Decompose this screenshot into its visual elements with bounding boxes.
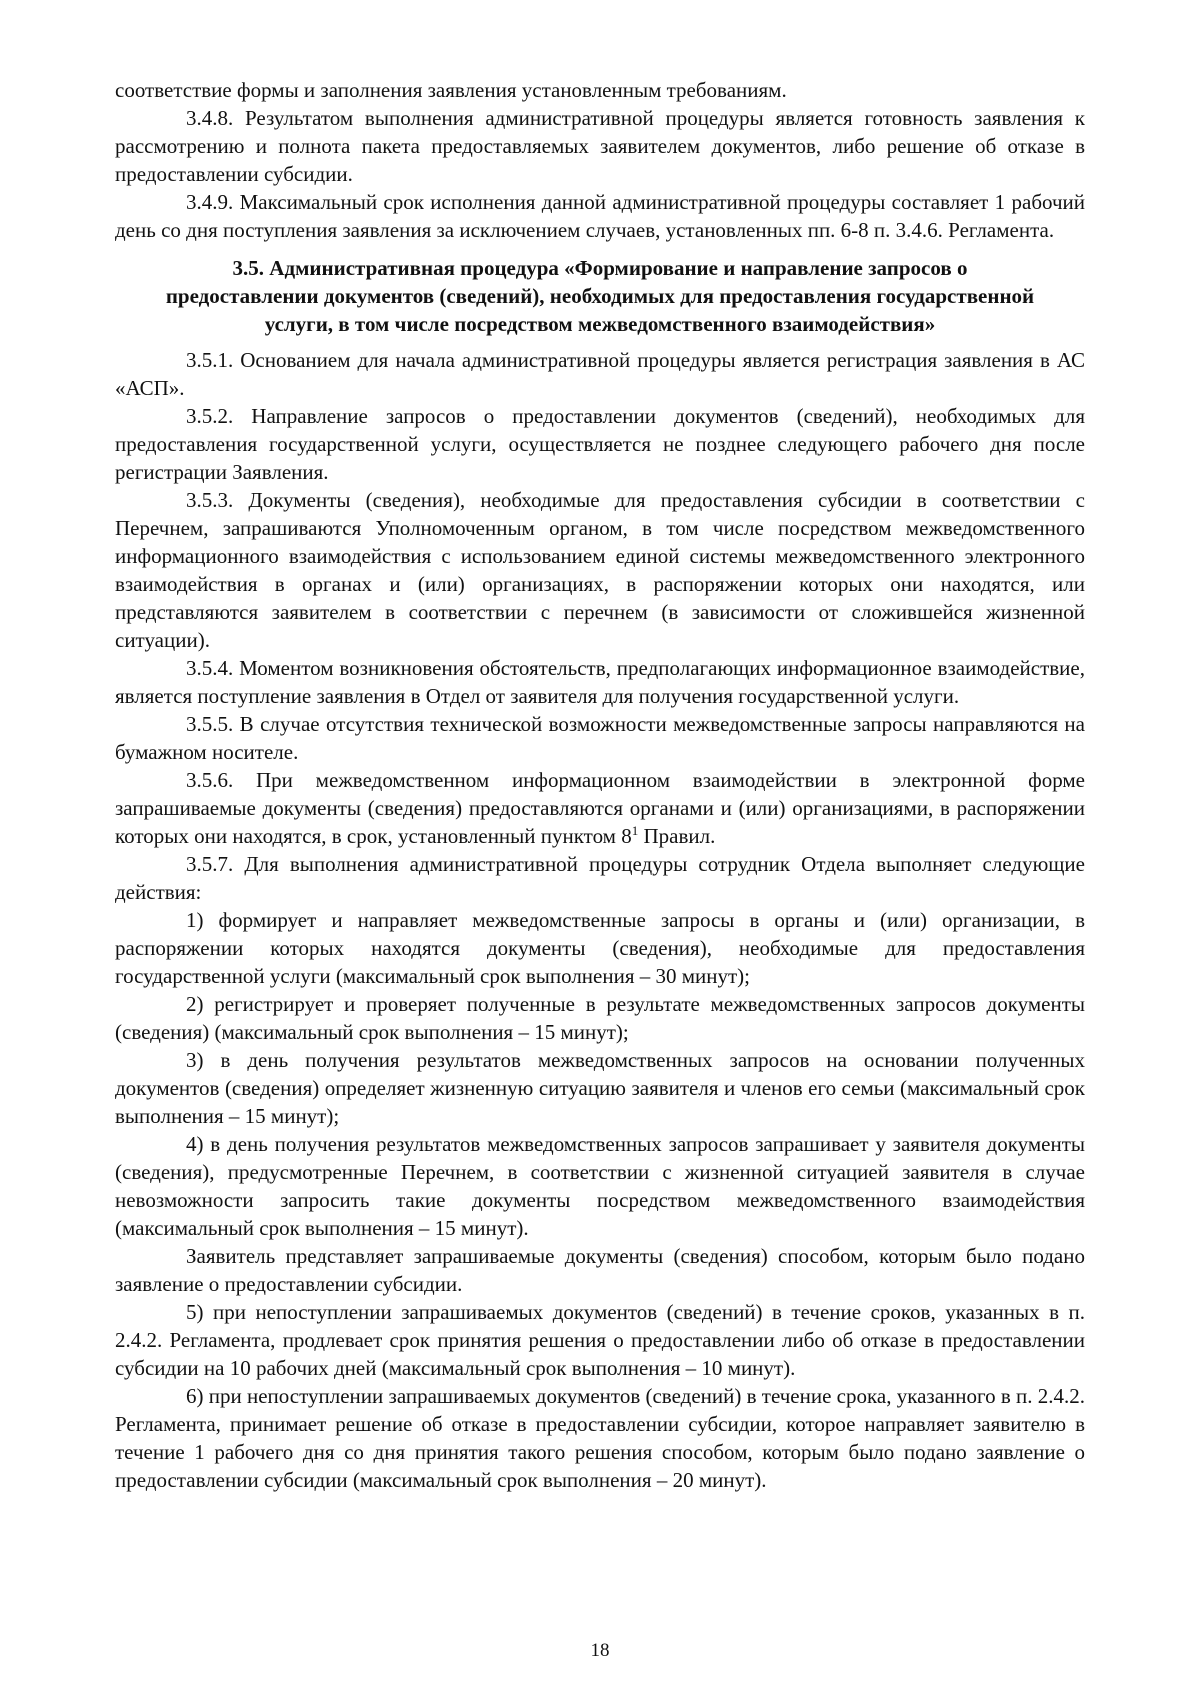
paragraph-3-5-7: 3.5.7. Для выполнения административной процедуры сотрудник Отдела выполняет следующие действия:	[115, 852, 1085, 904]
paragraph-3-4-9: 3.4.9. Максимальный срок исполнения данной административной процедуры составляет 1 рабочий день со дня поступления заявления за исключением случаев, установленных пп. 6-8 п. 3.4.6. Регламента.	[115, 190, 1085, 242]
heading-line: услуги, в том числе посредством межведомственного взаимодействия»	[264, 312, 936, 336]
action-item-2: 2) регистрирует и проверяет полученные в результате межведомственных запросов документы (сведения) (максимальный срок выполнения – 15 минут);	[115, 992, 1085, 1044]
paragraph-3-5-3: 3.5.3. Документы (сведения), необходимые для предоставления субсидии в соответствии с Перечнем, запрашиваются Уполномоченным органом, в том числе посредством межведомственного информационного взаимодействия с использованием единой системы межведомственного электронного взаимодействия в органах и (или) организациях, в распоряжении которых они находятся, или представляются заявителем в соответствии с перечнем (в зависимости от сложившейся жизненной ситуации).	[115, 488, 1085, 652]
action-item-6: 6) при непоступлении запрашиваемых документов (сведений) в течение срока, указанного в п. 2.4.2. Регламента, принимает решение об отказе в предоставлении субсидии, которое направляет заявителю в течение 1 рабочего дня со дня принятия такого решения способом, которым было подано заявление о предоставлении субсидии (максимальный срок выполнения – 20 минут).	[115, 1384, 1085, 1492]
action-item-5: 5) при непоступлении запрашиваемых документов (сведений) в течение сроков, указанных в п. 2.4.2. Регламента, продлевает срок принятия решения о предоставлении либо об отказе в предоставлении субсидии на 10 рабочих дней (максимальный срок выполнения – 10 минут).	[115, 1300, 1085, 1380]
paragraph-3-5-6-tail: Правил.	[638, 824, 716, 848]
paragraph-3-5-2: 3.5.2. Направление запросов о предоставлении документов (сведений), необходимых для предоставления государственной услуги, осуществляется не позднее следующего рабочего дня после регистрации Заявления.	[115, 404, 1085, 484]
paragraph-3-5-6	[115, 766, 1085, 850]
paragraph-3-5-6-text: 3.5.6. При межведомственном информационном взаимодействии в электронной форме запрашиваемые документы (сведения) предоставляются органами и (или) организациями, в распоряжении которых они находятся, в срок, установленный пунктом 8	[115, 768, 1085, 848]
paragraph-3-4-8: 3.4.8. Результатом выполнения административной процедуры является готовность заявления к рассмотрению и полнота пакета предоставляемых заявителем документов, либо решение об отказе в предоставлении субсидии.	[115, 106, 1085, 186]
paragraph-3-5-1: 3.5.1. Основанием для начала административной процедуры является регистрация заявления в АС «АСП».	[115, 348, 1085, 400]
paragraph-3-5-5: 3.5.5. В случае отсутствия технической возможности межведомственные запросы направляются на бумажном носителе.	[115, 712, 1085, 764]
page-number: 18	[590, 1640, 610, 1661]
heading-line: 3.5. Административная процедура «Формирование и направление запросов о	[232, 256, 968, 280]
action-item-1: 1) формирует и направляет межведомственные запросы в органы и (или) организации, в распоряжении которых находятся документы (сведения), необходимые для предоставления государственной услуги (максимальный срок выполнения – 30 минут);	[115, 908, 1085, 988]
footnote-superscript: 1	[631, 823, 639, 838]
heading-line: предоставлении документов (сведений), необходимых для предоставления государственной	[165, 284, 1035, 308]
document-page	[115, 76, 1085, 1494]
paragraph-3-5-4: 3.5.4. Моментом возникновения обстоятельств, предполагающих информационное взаимодействие, является поступление заявления в Отдел от заявителя для получения государственной услуги.	[115, 656, 1085, 708]
applicant-note: Заявитель представляет запрашиваемые документы (сведения) способом, которым было подано заявление о предоставлении субсидии.	[115, 1244, 1085, 1296]
action-item-4: 4) в день получения результатов межведомственных запросов запрашивает у заявителя документы (сведения), предусмотренные Перечнем, в соответствии с жизненной ситуацией заявителя в случае невозможности запросить такие документы посредством межведомственного взаимодействия (максимальный срок выполнения – 15 минут).	[115, 1132, 1085, 1240]
action-item-3: 3) в день получения результатов межведомственных запросов на основании полученных документов (сведения) определяет жизненную ситуацию заявителя и членов его семьи (максимальный срок выполнения – 15 минут);	[115, 1048, 1085, 1128]
paragraph-continuation: соответствие формы и заполнения заявления установленным требованиям.	[115, 78, 787, 102]
section-heading-3-5	[115, 254, 1085, 338]
